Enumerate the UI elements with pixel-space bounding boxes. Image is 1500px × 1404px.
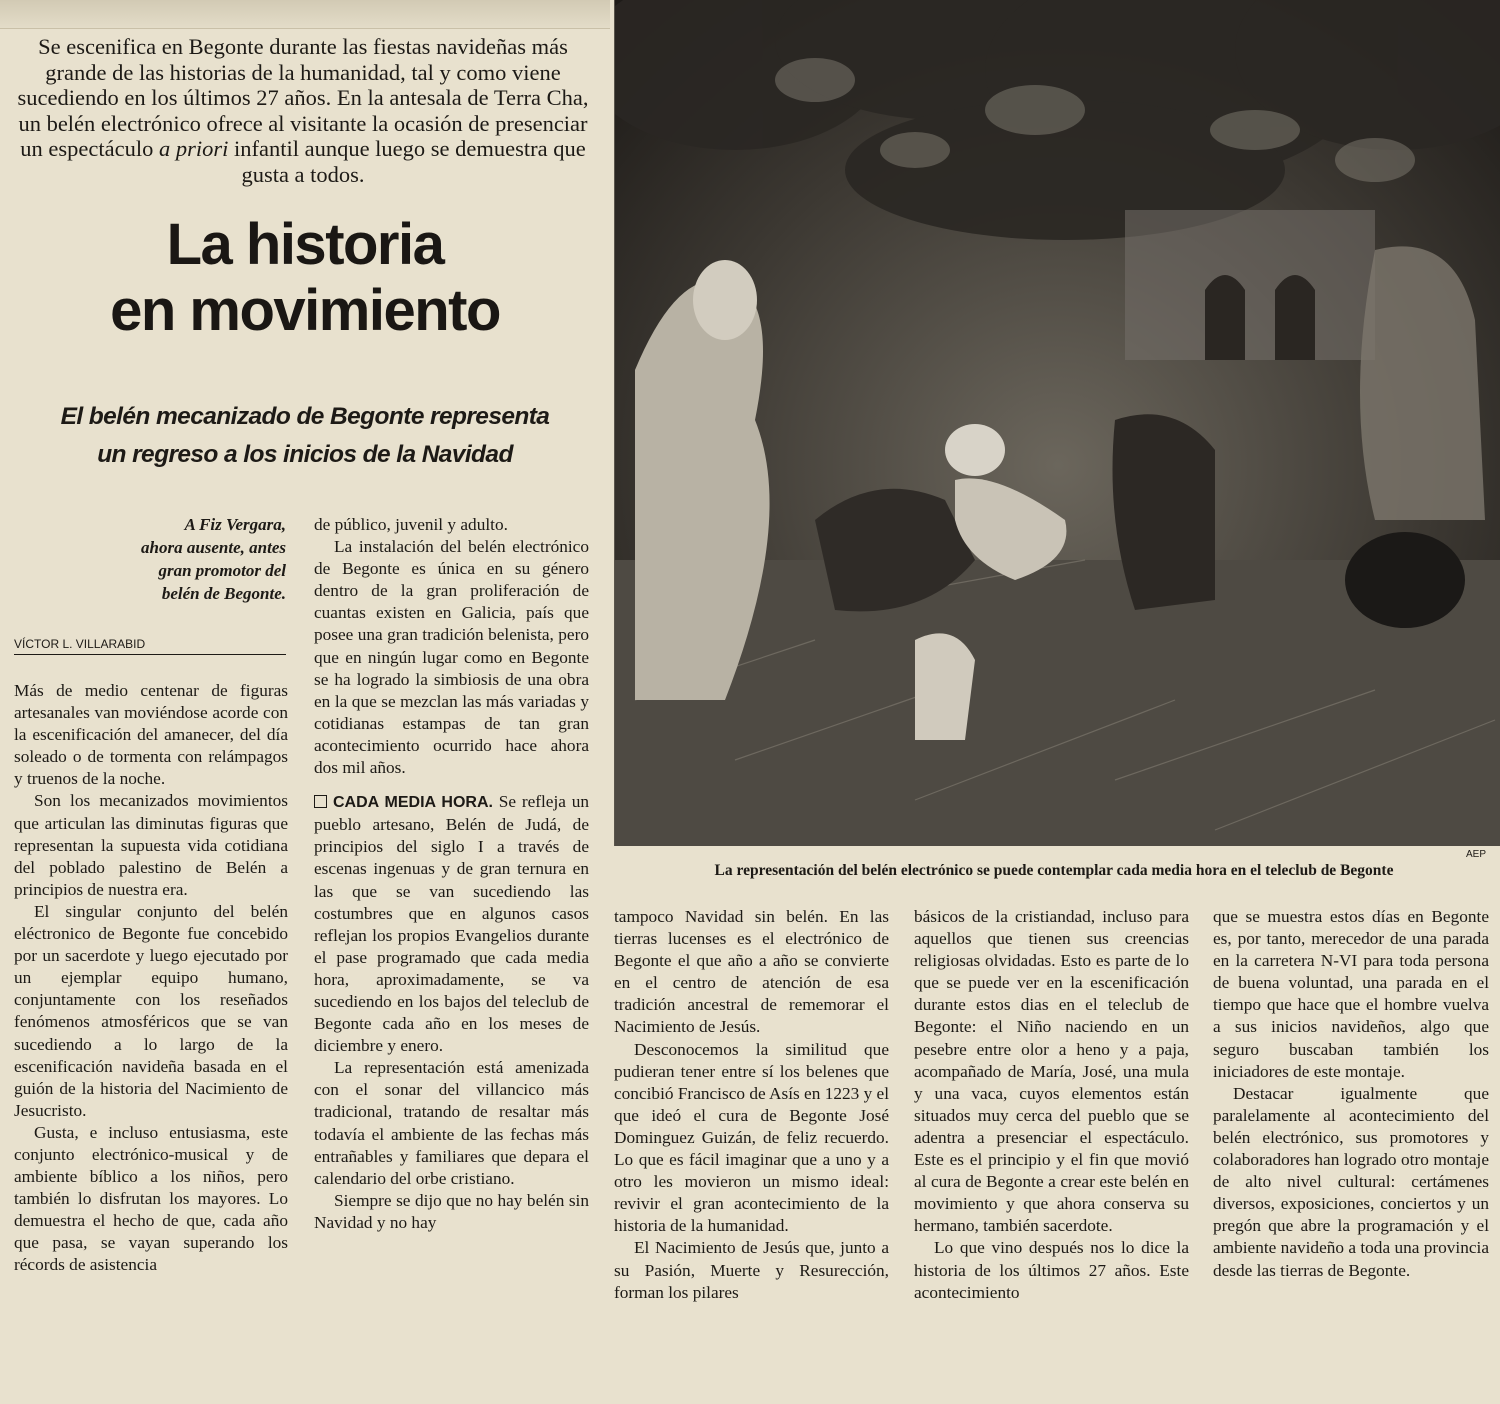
body-paragraph: El singular conjunto del belén eléctronico de Begonte fue concebido por un sacerdote y luego ejecutado por un ejemplar equipo humano, conjuntamente con los reseñados fenómenos atmosféricos que se van sucediendo a lo largo de la escenificación navideña basada en el guión de la historia del Nacimiento de Jesucristo. xyxy=(14,901,288,1120)
intro-text-1: Se escenifica en Begonte durante las fiestas navideñas más grande de las historias de la humanidad, tal y como viene sucediendo en los últimos 27 años. En la antesala de Terra Cha, un belén electrónico ofrece al visitante la ocasión de presenciar un espectáculo xyxy=(17,34,589,161)
masthead-strip xyxy=(0,0,610,29)
photo-credit: AEP xyxy=(1466,849,1487,860)
dedication-line: gran promotor del xyxy=(158,561,286,580)
headline-line-2: en movimiento xyxy=(110,278,500,343)
body-paragraph: La instalación del belén electrónico de Begonte es única en su género dentro de la gran proliferación de cuantas existen en Galicia, país que posee una gran tradición belenista, pero que en ningún lugar como en Begonte se ha logrado la simbiosis de una obra en la que se mezclan las más variadas y cotidianas estampas de tan gran acontecimiento ocurrido hace ahora dos mil años. xyxy=(314,537,589,778)
dedication-line: ahora ausente, antes xyxy=(141,538,286,557)
body-paragraph: de público, juvenil y adulto. xyxy=(314,515,508,534)
column-1 xyxy=(14,680,288,1277)
dedication-line: A Fiz Vergara, xyxy=(184,515,286,534)
body-paragraph: básicos de la cristiandad, incluso para aquellos que tienen sus creencias religiosas olvidadas. Esto es parte de lo que se puede ver en la escenificación durante estos dias en el teleclub de Begonte: el Niño naciendo en un pesebre entre olor a heno y a paja, acompañado de María, José, una mula y una vaca, cuyos elementos están situados muy cerca del pueblo que se adentra a presenciar el espectáculo. Este es el principio y el fin que movió al cura de Begonte a crear este belén en movimiento y que ahora conserva su hermano, también sacerdote. xyxy=(914,907,1189,1236)
column-3 xyxy=(614,906,889,1304)
intro-text-2: infantil aunque luego se demuestra que gusta a todos. xyxy=(233,136,586,187)
nativity-scene-illustration xyxy=(615,0,1500,846)
subhead-line-2: un regreso a los inicios de la Navidad xyxy=(97,441,513,468)
intro-italic: a priori xyxy=(158,136,229,161)
subheadline xyxy=(10,398,600,474)
body-paragraph: Lo que vino después nos lo dice la historia de los últimos 27 años. Este acontecimiento xyxy=(914,1238,1189,1302)
headline xyxy=(10,212,600,344)
body-paragraph: Gusta, e incluso entusiasma, este conjunto electrónico-musical y de ambiente bíblico a los niños, pero también lo disfrutan los mayores. Lo demuestra el hecho de que, cada año que pasa, se vayan superando los récords de asistencia xyxy=(14,1122,288,1275)
body-paragraph: Destacar igualmente que paralelamente al acontecimiento del belén electrónico, sus promotores y colaboradores han logrado otro montaje de alto nivel cultural: certámenes diversos, exposiciones, conciertos y un pregón que abre la programación y el ambiente navideño a toda una provincia desde las tierras de Begonte. xyxy=(1213,1083,1489,1280)
body-paragraph: La representación está amenizada con el sonar del villancico más tradicional, tratando de resaltar más todavía el ambiente de las fechas más entrañables y familiares que depara el calendario del orbe cristiano. xyxy=(314,1058,589,1188)
dedication-line: belén de Begonte. xyxy=(161,584,286,603)
subhead-line-1: El belén mecanizado de Begonte representa xyxy=(60,403,550,430)
body-paragraph: El Nacimiento de Jesús que, junto a su Pasión, Muerte y Resurección, forman los pilares xyxy=(614,1238,889,1302)
dedication xyxy=(60,513,286,605)
square-bullet-icon xyxy=(314,795,327,808)
headline-line-1: La historia xyxy=(166,212,444,277)
intro-paragraph xyxy=(8,34,598,187)
nativity-photo xyxy=(614,0,1500,846)
byline: VÍCTOR L. VILLARABID xyxy=(14,637,286,655)
body-paragraph: Desconocemos la similitud que pudieran tener entre sí los belenes que concibió Francisco de Asís en 1223 y el que ideó el cura de Begonte José Dominguez Guizán, de feliz recuerdo. Lo que es fácil imaginar que a uno y a otro les movieron un mismo ideal: revivir el gran acontecimiento de la historia de la humanidad. xyxy=(614,1039,890,1236)
section-paragraph xyxy=(314,791,589,1057)
body-paragraph: Son los mecanizados movimientos que articulan las diminutas figuras que representan la supuesta vida cotidiana del poblado palestino de Belén a principios de nuestra era. xyxy=(14,791,288,899)
column-5 xyxy=(1213,906,1489,1282)
body-paragraph: tampoco Navidad sin belén. En las tierras lucenses es el electrónico de Begonte el que año a año se convierte en el centro de atención de esa tradición ancestral de rememorar el Nacimiento de Jesús. xyxy=(614,907,889,1037)
section-heading: CADA MEDIA HORA. xyxy=(333,794,493,812)
body-paragraph: Siempre se dijo que no hay belén sin Navidad y no hay xyxy=(314,1190,589,1232)
section-body: Se refleja un pueblo artesano, Belén de Judá, de principios del siglo I a través de escenas ingenuas y de gran ternura en las que se van sucediendo las costumbres que en algunos casos reflejan los propios Evangelios durante el pase programado que cada media hora, aproximadamente, se va sucediendo en los bajos del teleclub de Begonte cada año en los meses de diciembre y enero. xyxy=(314,792,590,1056)
column-2 xyxy=(314,514,589,1234)
body-paragraph: que se muestra estos días en Begonte es, por tanto, merecedor de una parada en la carretera N-VI para toda persona de buena voluntad, una parada en el tiempo que hace que el hombre vuelva a sus inicios navideños, algo que seguro buscaban también los iniciadores de este montaje. xyxy=(1213,907,1489,1081)
body-paragraph: Más de medio centenar de figuras artesanales van moviéndose acorde con la escenificación del amanecer, del día soleado o de tormenta con relámpagos y truenos de la noche. xyxy=(14,681,288,789)
photo-caption: La representación del belén electrónico se puede contemplar cada media hora en el teleclub de Begonte xyxy=(714,862,1394,879)
column-4 xyxy=(914,906,1189,1304)
